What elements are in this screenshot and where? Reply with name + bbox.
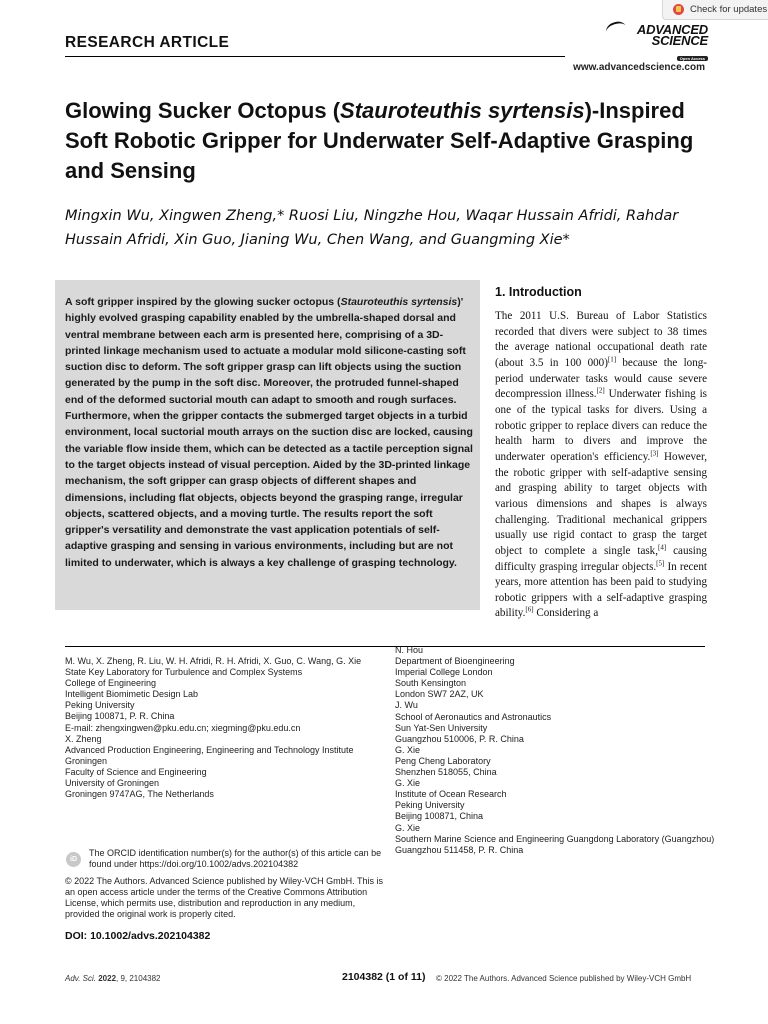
intro-text-4: However, the robotic gripper with self-adaptive sensing and grasping ability to target objects with various dimensions and shapes is always challenging. Traditional mechanical grippers usually use rigid contact to grasp the target object to complete a single task,: [495, 450, 707, 557]
intro-text-1: The 2011 U.S. Bureau of Labor Statistics recorded that divers were subject to 38 times the average national occupational death rate (about 3.5 in 100 000): [495, 310, 707, 369]
orcid-note: The ORCID identification number(s) for the author(s) of this article can be found under https://doi.org/10.1002/advs.202104382: [89, 848, 382, 870]
citation-ref[interactable]: [2]: [596, 386, 605, 395]
article-doi[interactable]: DOI: 10.1002/advs.202104382: [65, 930, 211, 942]
intro-text-3: Underwater fishing is one of the typical tasks for divers. Using a robotic gripper to replace divers can reduce the health harm to divers and improve the underwater operation's efficiency.: [495, 388, 707, 463]
author-list: Mingxin Wu, Xingwen Zheng,* Ruosi Liu, Ningzhe Hou, Waqar Hussain Afridi, Rahdar Hussain Afridi, Xin Guo, Jianing Wu, Chen Wang, and Guangming Xie*: [65, 208, 679, 248]
title-species: Stauroteuthis syrtensis: [340, 98, 585, 123]
introduction-heading: 1. Introduction: [495, 285, 582, 299]
abstract-body: )' highly evolved grasping capability enabled by the umbrella-shaped dorsal and ventral membrane between each arm is presented here, comprising of a 3D-printed linkage mechanism used to actuate a modular mold silicone-casting soft suction disc to deform. The soft gripper grasp can lift objects using the suction generated by the pump in the soft disc. Moreover, the protruded funnel-shaped end of the deformed suctorial mouth can adapt to smooth and rough surfaces. Furthermore, when the gripper contacts the submerged target objects in a turbid environment, local suctorial mouth arrays on the suction disc are locked, causing the variable flow inside them, which can be detected as a tactile perception signal to the target objects instead of visual perception. Aided by the 3D-printed linkage mechanism, the soft gripper can grasp objects of different shapes and dimensions, including flat objects, objects beyond the grasping range, irregular objects, scattered objects, and a moving turtle. The results report the soft gripper's versatility and demonstrate the vast application potentials of self-adaptive grasping and sensing in various environments, including but are not limited to underwater, which is always a key challenge of grasping technology.: [65, 296, 473, 569]
citation-ref[interactable]: [4]: [658, 543, 667, 552]
header-divider: [65, 56, 565, 57]
intro-text-5: causing difficulty grasping irregular objects.: [495, 544, 707, 573]
introduction-text: [495, 309, 707, 622]
footer-citation: [65, 974, 161, 983]
abstract-text: [65, 294, 473, 571]
abstract-species: Stauroteuthis syrtensis: [340, 296, 458, 308]
affiliations-right: N. Hou Department of Bioengineering Imperial College London South Kensington London SW7 2AZ, UK J. Wu School of Aeronautics and Astronautics Sun Yat-Sen University Guangzhou 510006, P. R. China G. Xie Peng Cheng Laboratory Shenzhen 518055, China G. Xie Institute of Ocean Research Peking University Beijing 100871, China G. Xie Southern Marine Science and Engineering Guangdong Laboratory (Guangzhou) Guangzhou 511458, P. R. China: [395, 645, 715, 855]
journal-url[interactable]: www.advancedscience.com: [573, 62, 705, 73]
title-part-2: )-Inspired Soft Robotic Gripper for Underwater Self-Adaptive Grasping and Sensing: [65, 98, 694, 183]
intro-text-2: because the long-period underwater tasks would cause severe decompression illness.: [495, 356, 707, 401]
intro-text-7: Considering a: [533, 607, 599, 620]
footer-journal: Adv. Sci.: [65, 974, 96, 983]
check-for-updates-label: Check for updates: [690, 4, 768, 15]
abstract-lead: A soft gripper inspired by the glowing sucker octopus (: [65, 296, 341, 308]
title-part-1: Glowing Sucker Octopus (: [65, 98, 341, 123]
crossmark-icon: [673, 4, 684, 15]
affiliations-left: M. Wu, X. Zheng, R. Liu, W. H. Afridi, R. H. Afridi, X. Guo, C. Wang, G. Xie State Key Laboratory for Turbulence and Complex Systems College of Engineering Intelligent Biomimetic Design Lab Peking University Beijing 100871, P. R. China E-mail: zhengxingwen@pku.edu.cn; xiegming@pku.edu.cn X. Zheng Advanced Production Engineering, Engineering and Technology Institute Groningen Faculty of Science and Engineering University of Groningen Groningen 9747AG, The Netherlands: [65, 656, 362, 800]
citation-ref[interactable]: [5]: [656, 558, 665, 567]
section-label: RESEARCH ARTICLE: [65, 34, 230, 51]
logo-line-2: SCIENCE: [651, 33, 708, 48]
footer-copyright: © 2022 The Authors. Advanced Science published by Wiley-VCH GmbH: [436, 974, 692, 983]
page-number: 2104382 (1 of 11): [342, 971, 426, 983]
citation-ref[interactable]: [3]: [650, 449, 659, 458]
citation-ref[interactable]: [1]: [607, 355, 617, 364]
footer-year: 2022: [98, 974, 117, 983]
logo-open-access: Open Access: [677, 56, 708, 61]
article-title: [65, 96, 715, 186]
check-for-updates-button[interactable]: [662, 0, 768, 20]
footer-issue: , 9, 2104382: [116, 974, 161, 983]
license-note: © 2022 The Authors. Advanced Science published by Wiley-VCH GmbH. This is an open access article under the terms of the Creative Commons Attribution License, which permits use, distribution and reproduction in any medium, provided the original work is properly cited.: [65, 876, 383, 920]
orcid-icon[interactable]: iD: [66, 852, 81, 867]
citation-ref[interactable]: [6]: [525, 605, 534, 614]
logo-line-1: ADVANCED: [636, 22, 708, 37]
intro-text-6: In recent years, more attention has been paid to studying robotic grippers with a self-adaptive grasping ability.: [495, 560, 707, 620]
journal-logo: [596, 24, 708, 65]
